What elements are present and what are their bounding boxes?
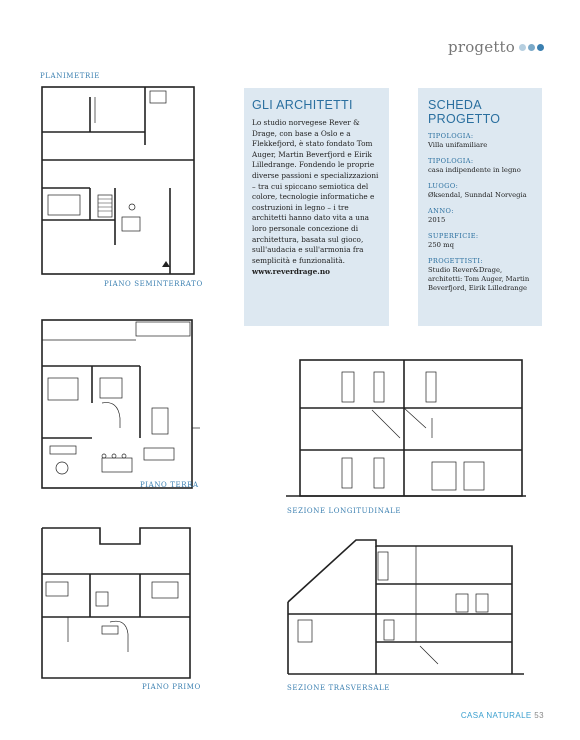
- transversal-section-drawing: [286, 534, 526, 678]
- section-dots: [519, 44, 544, 51]
- dot-icon: [519, 44, 526, 51]
- spec-value: Øksendal, Sunndal Norvegia: [428, 191, 527, 199]
- planimetrie-caption: PLANIMETRIE: [40, 72, 100, 80]
- sezione-trasversale-caption: SEZIONE TRASVERSALE: [287, 684, 390, 692]
- longitudinal-section-drawing: [286, 358, 526, 500]
- dot-icon: [537, 44, 544, 51]
- magazine-name: CASA NATURALE: [460, 711, 532, 720]
- spec-label: PROGETTISTI:: [428, 257, 483, 265]
- project-sheet-title: SCHEDA PROGETTO: [428, 98, 501, 126]
- piano-seminterrato-caption: PIANO SEMINTERRATO: [104, 280, 203, 288]
- spec-label: TIPOLOGIA:: [428, 157, 474, 165]
- spec-value: Studio Rever&Drage, architetti: Tom Auger, Martin Beverfjord, Eirik Lilledrange: [428, 266, 530, 292]
- first-floor-plan: [40, 522, 200, 680]
- spec-label: ANNO:: [428, 207, 454, 215]
- basement-floor-plan: [40, 85, 200, 275]
- ground-floor-plan: [40, 318, 200, 490]
- spec-value: Villa unifamiliare: [428, 141, 488, 149]
- piano-primo-caption: PIANO PRIMO: [142, 683, 201, 691]
- section-header: [448, 38, 544, 56]
- spec-value: 250 mq: [428, 241, 454, 249]
- architects-title: GLI ARCHITETTI: [252, 98, 353, 112]
- spec-label: LUOGO:: [428, 182, 459, 190]
- page-number: 53: [534, 711, 544, 720]
- architects-box: [244, 88, 389, 326]
- sezione-longitudinale-caption: SEZIONE LONGITUDINALE: [287, 507, 402, 515]
- spec-label: SUPERFICIE:: [428, 232, 479, 240]
- architects-body: Lo studio norvegese Rever & Drage, con base a Oslo e a Flekkefjord, è stato fondato Tom Auger, Martin Beverfjord e Eirik Lilledrange. Fondendo le proprie diverse passioni e specializzazioni – tra cui spiccano semiotica del colore, tecnologie informatiche e costruzioni in legno – i tre architetti hanno dato vita a una loro personale concezione di architettura, basata sul gioco, sull'audacia e sull'armonia fra semplicità e funzionalità.: [252, 118, 379, 265]
- section-title: progetto: [448, 38, 515, 56]
- architects-website-link[interactable]: www.reverdrage.no: [252, 267, 330, 277]
- spec-label: TIPOLOGIA:: [428, 132, 474, 140]
- dot-icon: [528, 44, 535, 51]
- page-footer: [461, 711, 544, 720]
- piano-terra-caption: PIANO TERRA: [140, 481, 199, 489]
- spec-value: 2015: [428, 216, 446, 224]
- project-sheet-box: [418, 88, 542, 326]
- spec-value: casa indipendente in legno: [428, 166, 521, 174]
